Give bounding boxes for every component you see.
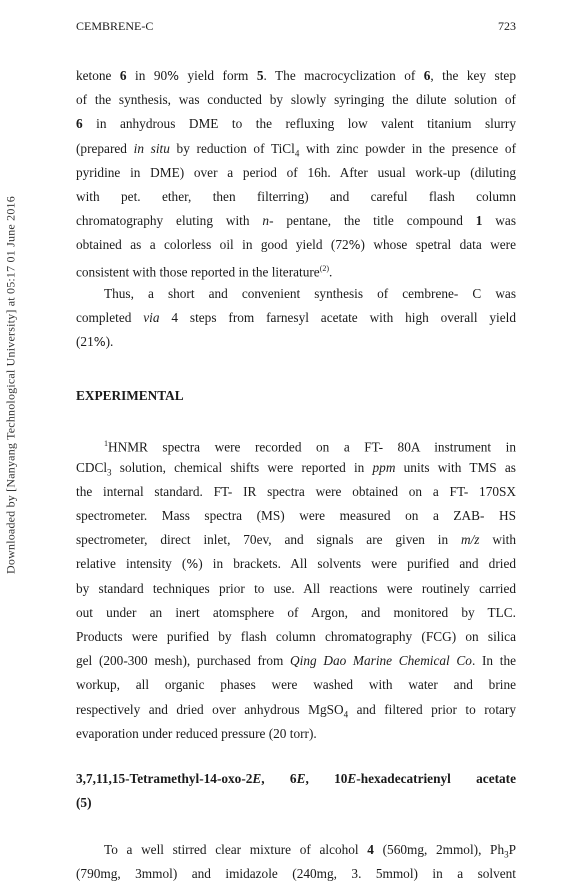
p3-line-9: Products were purified by flash column chromatography (FCG) on silica — [76, 629, 516, 644]
p1-line-7: chromatography eluting with n- pentane, the title compound 1 was — [76, 213, 516, 228]
p3-line-12: respectively and dried over anhydrous MgSO$_4$ and filtered prior to rotary — [76, 702, 516, 720]
p3-line-7: by standard techniques prior to use. All reactions were routinely carried — [76, 581, 516, 596]
p1-line-6: with pet. ether, then filterring) and careful flash column — [76, 189, 516, 204]
p3-line-10: gel (200-300 mesh), purchased from Qing Dao Marine Chemical Co. In the — [76, 653, 516, 668]
experimental-heading: EXPERIMENTAL — [76, 388, 184, 403]
p1-line-2: of the synthesis, was conducted by slowly syringing the dilute solution of — [76, 92, 516, 107]
p3-line-4: spectrometer. Mass spectra (MS) were measured on a ZAB- HS — [76, 508, 516, 523]
p1-line-1: ketone 6 in 90% yield form 5. The macrocyclization of 6, the key step — [76, 68, 516, 83]
compound-heading-number: (5) — [76, 795, 92, 810]
p3-line-2: CDCl$_3$ solution, chemical shifts were reported in ppm units with TMS as — [76, 460, 516, 478]
download-watermark — [2, 120, 20, 650]
p3-line-13: evaporation under reduced pressure (20 torr). — [76, 726, 317, 741]
p1-line-8: obtained as a colorless oil in good yield (72%) whose spetral data were — [76, 237, 516, 252]
compound-heading: 3,7,11,15-Tetramethyl-14-oxo-2E, 6E, 10E-hexadecatrienyl acetate — [76, 771, 516, 786]
p1-line-9: consistent with those reported in the literature$^{(2)}$. — [76, 264, 333, 280]
p4-line-2: (790mg, 3mmol) and imidazole (240mg, 3. 5mmol) in a solvent — [76, 866, 516, 881]
p3-line-1: $^1$HNMR spectra were recorded on a FT- 80A instrument in — [104, 439, 516, 455]
download-watermark-text: Downloaded by [Nanyang Technological University] at 05:17 01 June 2016 — [3, 196, 18, 574]
p1-line-3: 6 in anhydrous DME to the refluxing low valent titanium slurry — [76, 116, 516, 131]
p3-line-8: out under an inert atomsphere of Argon, and monitored by TLC. — [76, 605, 516, 620]
running-header — [76, 19, 516, 35]
running-title: CEMBRENE-C — [76, 19, 154, 33]
p2-line-2: completed via 4 steps from farnesyl acetate with high overall yield — [76, 310, 516, 325]
p2-line-3: (21%). — [76, 334, 114, 349]
page-number: 723 — [498, 19, 516, 33]
p2-line-1: Thus, a short and convenient synthesis of cembrene- C was — [104, 286, 516, 301]
p3-line-5: spectrometer, direct inlet, 70ev, and signals are given in m/z with — [76, 532, 516, 547]
p3-line-11: workup, all organic phases were washed with water and brine — [76, 677, 516, 692]
p4-line-1: To a well stirred clear mixture of alcohol 4 (560mg, 2mmol), $Ph_3P$ — [104, 842, 516, 860]
p1-line-5: pyridine in DME) over a period of 16h. After usual work-up (diluting — [76, 165, 516, 180]
p3-line-6: relative intensity (%) in brackets. All solvents were purified and dried — [76, 556, 516, 571]
p1-line-4: (prepared in situ by reduction of TiCl$_4$ with zinc powder in the presence of — [76, 141, 516, 159]
p3-line-3: the internal standard. FT- IR spectra were obtained on a FT- 170SX — [76, 484, 516, 499]
